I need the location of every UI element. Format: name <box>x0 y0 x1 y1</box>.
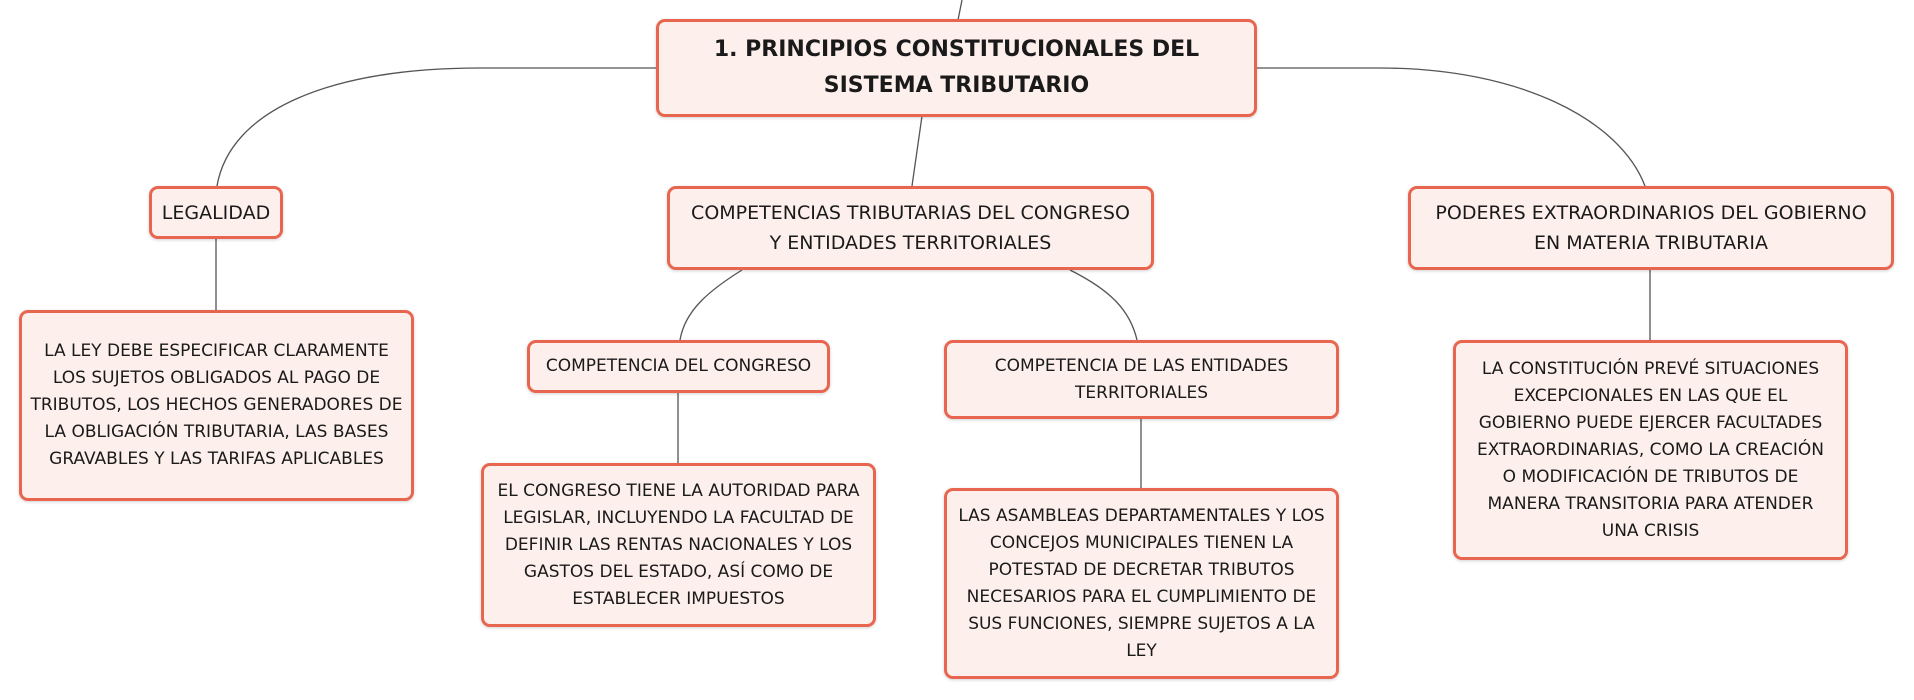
connector-competencias-entidades <box>1070 270 1137 340</box>
connector-root-poderes <box>1256 68 1645 186</box>
node-congreso-detail[interactable] <box>481 463 876 627</box>
connector-root-up <box>958 0 962 20</box>
node-poderes-detail[interactable] <box>1453 340 1848 560</box>
connector-root-competencias <box>912 116 922 186</box>
node-legalidad-detail[interactable] <box>19 310 414 501</box>
node-poderes[interactable] <box>1408 186 1894 270</box>
connector-competencias-congreso <box>680 270 742 340</box>
node-legalidad[interactable] <box>149 186 283 239</box>
node-entidades-detail[interactable] <box>944 488 1339 679</box>
poderes-detail-text: LA CONSTITUCIÓN PREVÉ SITUACIONES EXCEPCIONALES EN LAS QUE EL GOBIERNO PUEDE EJERCER FACULTADES EXTRAORDINARIAS, COMO LA CREACIÓN O MODIFICACIÓN DE TRIBUTOS DE MANERA TRANSITORIA PARA ATENDER UNA CRISIS <box>1477 358 1824 541</box>
node-competencia-congreso[interactable] <box>527 340 830 393</box>
legalidad-detail-text: LA LEY DEBE ESPECIFICAR CLARAMENTE LOS SUJETOS OBLIGADOS AL PAGO DE TRIBUTOS, LOS HECHOS GENERADORES DE LA OBLIGACIÓN TRIBUTARIA, LAS BASES GRAVABLES Y LAS TARIFAS APLICABLES <box>30 341 403 469</box>
entidades-detail-text: LAS ASAMBLEAS DEPARTAMENTALES Y LOS CONCEJOS MUNICIPALES TIENEN LA POTESTAD DE DECRETAR TRIBUTOS NECESARIOS PARA EL CUMPLIMIENTO DE SUS FUNCIONES, SIEMPRE SUJETOS A LA LEY <box>958 505 1325 661</box>
congreso-detail-text: EL CONGRESO TIENE LA AUTORIDAD PARA LEGISLAR, INCLUYENDO LA FACULTAD DE DEFINIR LAS RENTAS NACIONALES Y LOS GASTOS DEL ESTADO, ASÍ COMO DE ESTABLECER IMPUESTOS <box>497 480 860 609</box>
node-competencia-entidades[interactable] <box>944 340 1339 419</box>
competencias-title: COMPETENCIAS TRIBUTARIAS DEL CONGRESO Y ENTIDADES TERRITORIALES <box>691 202 1130 254</box>
root-title: 1. PRINCIPIOS CONSTITUCIONALES DEL SISTEMA TRIBUTARIO <box>713 37 1200 98</box>
node-competencias[interactable] <box>667 186 1154 270</box>
legalidad-title: LEGALIDAD <box>161 201 271 224</box>
root-node[interactable] <box>656 19 1257 117</box>
congreso-title: COMPETENCIA DEL CONGRESO <box>545 356 812 376</box>
connector-root-legalidad <box>217 68 658 186</box>
poderes-title: PODERES EXTRAORDINARIOS DEL GOBIERNO EN MATERIA TRIBUTARIA <box>1435 202 1867 254</box>
entidades-title: COMPETENCIA DE LAS ENTIDADES TERRITORIALES <box>994 355 1289 403</box>
